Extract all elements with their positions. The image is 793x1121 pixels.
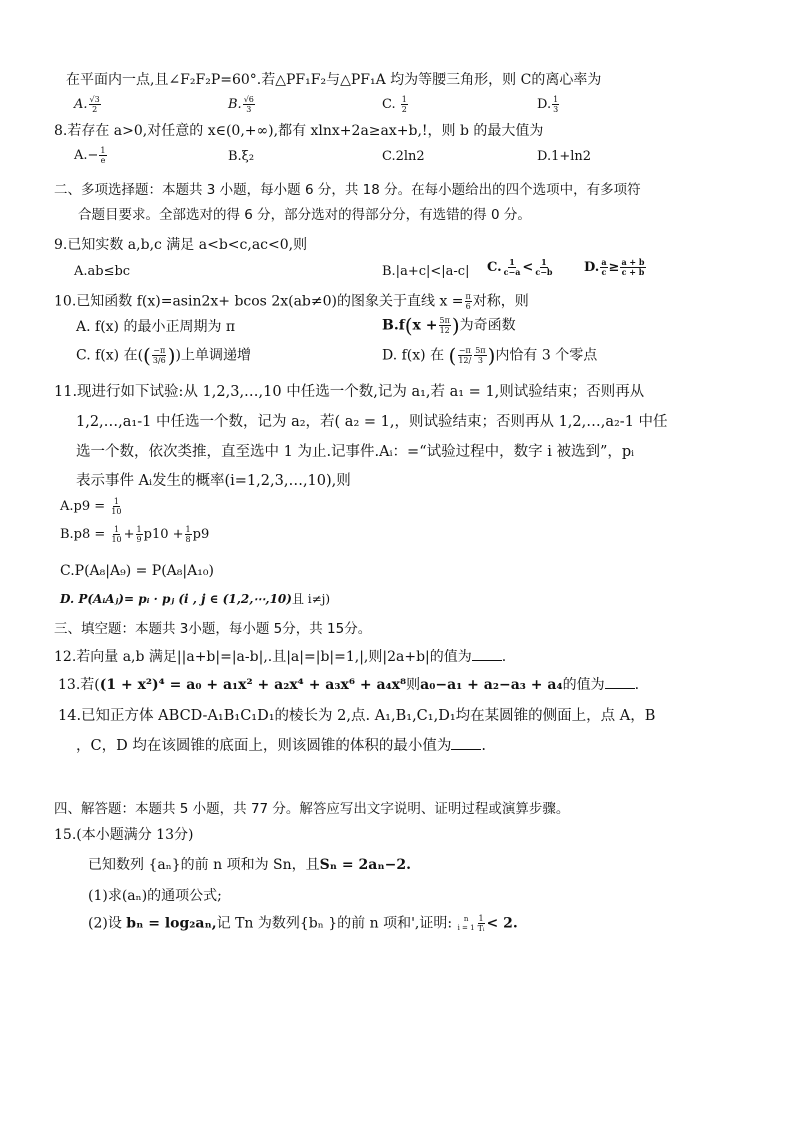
q13-answer-blank[interactable]	[605, 676, 635, 689]
section-2-heading: 二、多项选择题：本题共 3 小题，每小题 6 分，共 18 分。在每小题给出的四个选项中，有多项符	[54, 182, 641, 198]
section-3-heading: 三、填空题：本题共 3小题，每小题 5分，共 15分。	[54, 621, 372, 637]
q11-line-3: 选一个数，依次类推，直至选中 1 为止.记事件.Aᵢ：=“试验过程中，数字 i 被选到”，pᵢ	[76, 444, 635, 460]
q9-option-a: A.ab≤bc	[74, 264, 131, 279]
q8-option-b: B.ξ₂	[228, 149, 255, 164]
q9-option-b: B.|a+c|<|a-c|	[382, 264, 470, 279]
sum-symbol: n i = 1	[457, 914, 475, 932]
q10-stem: 10.已知函数 f(x)=asin2x+ bcos 2x(ab≠0)的图象关于直线 x = $\frac{\pi}{6}$ 对称，则	[54, 292, 529, 311]
q12-answer-blank[interactable]	[472, 648, 502, 661]
q11-option-a: A.p9 = $\frac{1}{10}$	[60, 497, 122, 516]
q15-heading: 15.(本小题满分 13分)	[54, 827, 194, 843]
q11-option-d: D. P(AᵢAⱼ)= pᵢ · pⱼ (i , j ∈ (1,2,⋯,10)且 i≠j)	[60, 592, 331, 606]
q11-option-b: B.p8 = $\frac{1}{10}$ + $\frac{1}{9}$ p10 + $\frac{1}{8}$ p9	[60, 525, 210, 544]
q8-option-d: D.1+ln2	[537, 149, 592, 164]
q9-stem: 9.已知实数 a,b,c 满足 a<b<c,ac<0,则	[54, 237, 308, 253]
q14-line-2: ，C，D 均在该圆锥的底面上，则该圆锥的体积的最小值为 .	[76, 738, 486, 754]
q7-stem: 在平面内一点,且∠F₂F₂P=60°.若△PF₁F₂与△PF₁A 均为等腰三角形，则 C的离心率为	[66, 72, 602, 88]
q7-option-c: C. $\frac{1}{2}$	[382, 95, 407, 114]
q9-option-c: C. $\frac{1}{c-a}$ < $\frac{1}{c-b}$	[487, 257, 553, 277]
q8-option-c: C.2ln2	[382, 149, 425, 164]
q7-option-a: A. $\frac{√3}{2}$	[74, 95, 100, 114]
q12-text: 12.若向量 a,b 满足||a+b|=|a-b|,.且|a|=|b|=1,|,则|2a+b|的值为 .	[54, 649, 507, 665]
q8-stem: 8.若存在 a>0,对任意的 x∈(0,+∞),都有 xlnx+2a≥ax+b,!，则 b 的最大值为	[54, 123, 544, 139]
q11-line-1: 11.现进行如下试验:从 1,2,3,…,10 中任选一个数,记为 a₁,若 a₁ = 1,则试验结束；否则再从	[54, 384, 645, 400]
q8-option-a: A.− $\frac{1}{e}$	[74, 146, 106, 165]
q11-line-4: 表示事件 Aᵢ发生的概率(i=1,2,3,…,10),则	[76, 473, 351, 489]
q15-given: 已知数列 {aₙ}的前 n 项和为 Sn，且Sₙ = 2aₙ−2.	[88, 857, 411, 873]
q13-text: 13.若((1 + x²)⁴ = a₀ + a₁x² + a₂x⁴ + a₃x⁶ + a₄x⁸则a₀−a₁ + a₂−a₃ + a₄的值为 .	[58, 677, 640, 693]
q10-option-d: D. f(x) 在 ( $\frac{-\pi}{12/}$ $\frac{5\pi}{3}$ )内恰有 3 个零点	[382, 343, 598, 368]
q15-part-2: (2)设 bₙ = log₂aₙ,记 Tn 为数列{bₙ }的前 n 项和',证明: n i = 1 $\frac{1}{\text{Tᵢ}}$ < 2.	[88, 914, 518, 933]
q11-line-2: 1,2,…,a₁-1 中任选一个数，记为 a₂，若( a₂ = 1,，则试验结束；否则再从 1,2,…,a₂-1 中任	[76, 414, 668, 430]
q15-part-1: (1)求(aₙ)的通项公式;	[88, 888, 222, 904]
q10-option-c: C. f(x) 在(( $\frac{-\pi}{3/6}$ ))上单调递增	[76, 343, 251, 368]
q7-option-b: B. $\frac{√6}{3}$	[228, 95, 254, 114]
q7-option-d: D. $\frac{1}{3}$	[537, 95, 559, 114]
q11-option-c: C.P(A₈|A₉) = P(A₈|A₁₀)	[60, 563, 214, 579]
q14-answer-blank[interactable]	[451, 737, 481, 750]
section-2-instructions: 合题目要求。全部选对的得 6 分，部分选对的得部分分，有选错的得 0 分。	[78, 207, 531, 223]
q10-option-a: A. f(x) 的最小正周期为 π	[76, 319, 236, 335]
q14-line-1: 14.已知正方体 ABCD-A₁B₁C₁D₁的棱长为 2,点. A₁,B₁,C₁,D₁均在某圆锥的侧面上，点 A，B	[58, 708, 656, 724]
q10-option-b: B.f(x + $\frac{5\pi}{12}$ )为奇函数	[382, 313, 516, 338]
section-4-heading: 四、解答题：本题共 5 小题，共 77 分。解答应写出文字说明、证明过程或演算步骤。	[54, 801, 570, 817]
q9-option-d: D. $\frac{a}{c}$ ≥ $\frac{a + b}{c + b}$	[584, 257, 645, 277]
